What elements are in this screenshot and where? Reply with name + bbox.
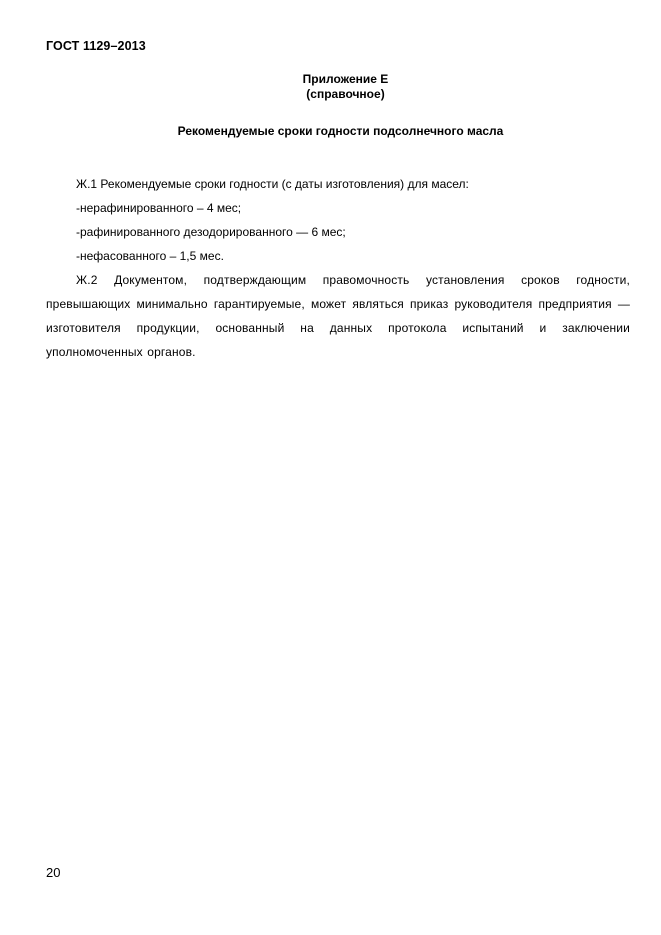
appendix-type: (справочное) [306, 87, 385, 101]
list-item: -нерафинированного – 4 мес; [76, 201, 242, 215]
document-body [46, 172, 630, 364]
page-number: 20 [46, 865, 61, 880]
section-title-text: Рекомендуемые сроки годности подсолнечного масла [177, 124, 504, 138]
appendix-title: Приложение Е [302, 72, 389, 86]
standard-code: ГОСТ 1129–2013 [46, 39, 146, 53]
paragraph-intro: Ж.1 Рекомендуемые сроки годности (с даты изготовления) для масел: [76, 177, 469, 191]
paragraph-text: Ж.2 Документом, подтверждающим правомочность установления сроков годности, превышающих минимально гарантируемые, может являться приказ руководителя предприятия — изготовителя продукции, основанный на данных протокола испытаний и заключении уполномоченных органов. [46, 273, 630, 359]
list-item: -рафинированного дезодорированного — 6 мес; [76, 225, 346, 239]
appendix-heading [0, 72, 661, 102]
section-title [0, 124, 661, 138]
list-item: -нефасованного – 1,5 мес. [76, 249, 224, 263]
